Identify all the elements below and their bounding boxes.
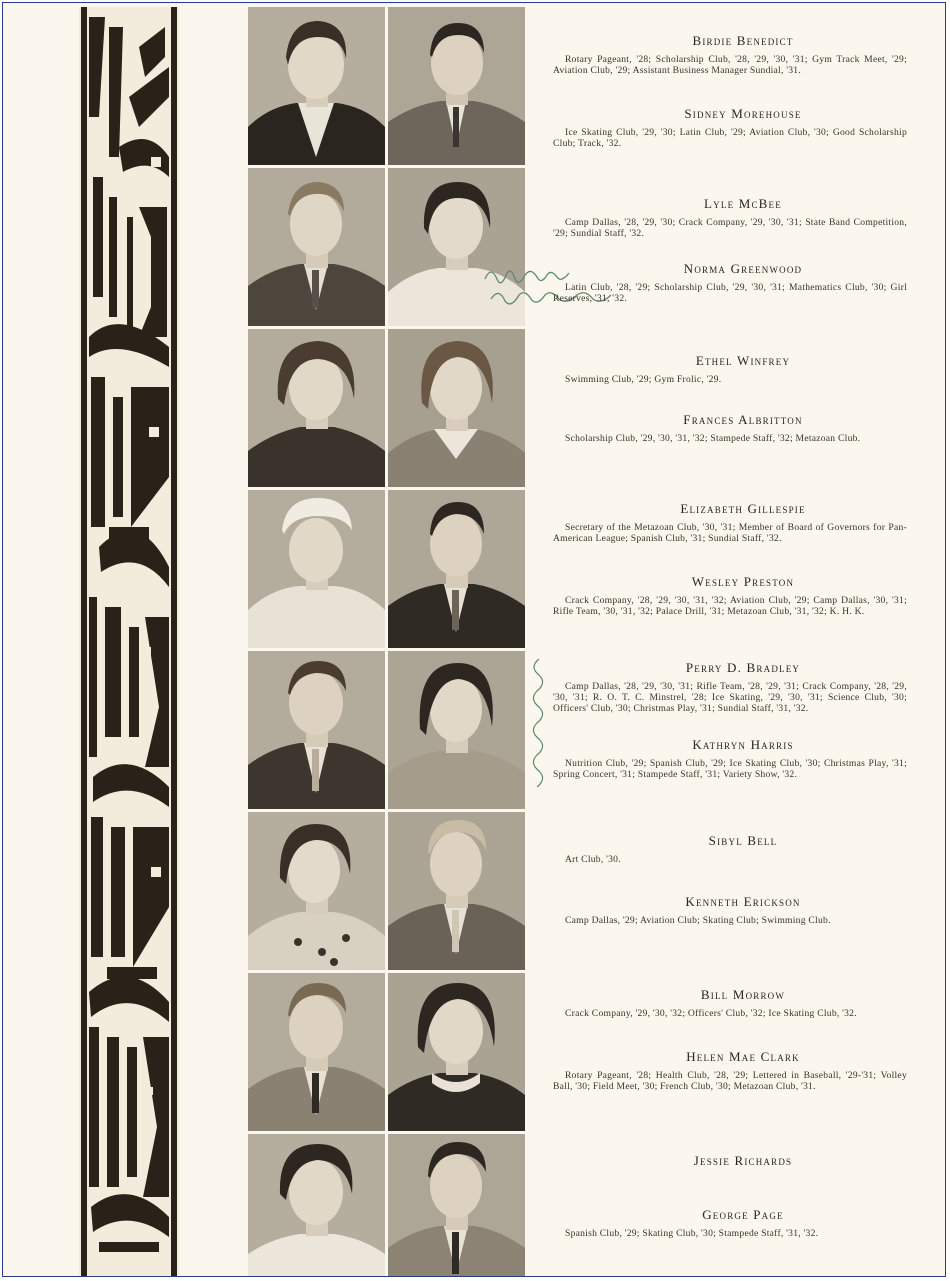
entry-activities: Camp Dallas, '28, '29, '30; Crack Company, '29, '30, '31; State Band Competition, '29; Sundial Staff, '32. [553,217,907,239]
entry-frances-albritton [553,412,907,445]
portrait-lyle-mcbee [248,168,385,326]
portrait-female-icon [388,651,525,809]
entry-ethel-winfrey [553,353,907,386]
portrait-sidney-morehouse [388,7,525,165]
entry-activities: Secretary of the Metazoan Club, '30, '31; Member of Board of Governors for Pan-American League; Spanish Club, '31; Sundial Staff, '32. [553,522,907,544]
entry-lyle-mcbee [553,196,907,240]
entry-name: Sidney Morehouse [684,106,802,121]
portrait-helen-mae-clark [388,973,525,1131]
portrait-female-icon [248,812,385,970]
portrait-female-icon [388,973,525,1131]
entry-name: Birdie Benedict [692,33,794,48]
portrait-female-icon [248,490,385,648]
entry-birdie-benedict [553,33,907,77]
art-deco-ornament-border [79,7,179,1277]
entry-activities: Nutrition Club, '29; Spanish Club, '29; Ice Skating Club, '30; Christmas Play, '31; Spring Concert, '31; Stampede Staff, '31; Variety Show, '32. [553,758,907,780]
portrait-george-page [388,1134,525,1277]
entry-activities: Crack Company, '29, '30, '32; Officers' Club, '32; Ice Skating Club, '32. [565,1008,857,1019]
entry-name: Sibyl Bell [708,833,778,848]
entry-elizabeth-gillespie [553,501,907,545]
portrait-norma-greenwood [388,168,525,326]
entry-activities: Latin Club, '28, '29; Scholarship Club, '29, '30, '31; Mathematics Club, '30; Girl Reserves, '31, '32. [553,282,907,304]
entry-name: George Page [702,1207,784,1222]
portrait-female-icon [388,168,525,326]
portrait-frances-albritton [388,329,525,487]
entry-bill-morrow [553,987,907,1020]
entry-name: Lyle McBee [704,196,782,211]
portrait-female-icon [248,329,385,487]
entry-name: Bill Morrow [700,987,786,1002]
entry-activities: Rotary Pageant, '28; Scholarship Club, '28, '29, '30, '31; Gym Track Meet, '29; Aviation Club, '29; Assistant Business Manager Sundial, '31. [553,54,907,76]
entry-activities: Art Club, '30. [565,854,621,865]
entry-wesley-preston [553,574,907,618]
portrait-male-icon [388,1134,525,1277]
entry-name: Perry D. Bradley [685,660,801,675]
portrait-jessie-richards [248,1134,385,1277]
entry-perry-bradley [553,660,907,714]
portrait-male-icon [248,651,385,809]
entry-sibyl-bell [553,833,907,866]
entry-name: Norma Greenwood [683,261,803,276]
portrait-birdie-benedict [248,7,385,165]
entry-sidney-morehouse [553,106,907,150]
entry-activities: Ice Skating Club, '29, '30; Latin Club, '29; Aviation Club, '30; Good Scholarship Club; Track, '32. [553,127,907,149]
entry-name: Wesley Preston [691,574,795,589]
entry-kenneth-erickson [553,894,907,927]
portrait-bill-morrow [248,973,385,1131]
entry-activities: Crack Company, '28, '29, '30, '31, '32; Aviation Club, '29; Camp Dallas, '30, '31; Rifle Team, '30, '31, '32; Palace Drill, '31; Metazoan Club, '31, '32; K. H. K. [553,595,907,617]
entry-activities: Scholarship Club, '29, '30, '31, '32; Stampede Staff, '32; Metazoan Club. [565,433,861,444]
entry-name: Kathryn Harris [692,737,794,752]
portrait-female-icon [388,329,525,487]
portrait-female-icon [248,7,385,165]
entry-norma-greenwood [553,261,907,305]
entry-name: Kenneth Erickson [685,894,801,909]
portrait-male-icon [248,168,385,326]
portrait-male-icon [388,812,525,970]
entry-george-page [553,1207,907,1240]
entry-activities: Camp Dallas, '28, '29, '30, '31; Rifle Team, '28, '29, '31; Crack Company, '28, '29, '30, '31; R. O. T. C. Minstrel, '28; Ice Skating, '29, '30, '31; Science Club, '30; Officers' Club, '30; Christmas Play, '31; Sundial Staff, '31, '32. [553,681,907,714]
entry-activities: Rotary Pageant, '28; Health Club, '28, '29; Lettered in Baseball, '29-'31; Volley Ball, '30; Field Meet, '30; French Club, '30; Metazoan Club, '31. [553,1070,907,1092]
entry-activities: Swimming Club, '29; Gym Frolic, '29. [565,374,722,385]
entry-name: Frances Albritton [683,412,803,427]
portrait-kenneth-erickson [388,812,525,970]
yearbook-page [2,2,946,1277]
portrait-wesley-preston [388,490,525,648]
entry-helen-mae-clark [553,1049,907,1093]
entry-activities: Spanish Club, '29; Skating Club, '30; Stampede Staff, '31, '32. [565,1228,819,1239]
portrait-perry-bradley [248,651,385,809]
entry-kathryn-harris [553,737,907,781]
portrait-elizabeth-gillespie [248,490,385,648]
entry-activities: Camp Dallas, '29; Aviation Club; Skating Club; Swimming Club. [565,915,831,926]
entry-name: Ethel Winfrey [695,353,791,368]
portrait-female-icon [248,1134,385,1277]
portrait-kathryn-harris [388,651,525,809]
portrait-male-icon [388,490,525,648]
entry-name: Elizabeth Gillespie [680,501,806,516]
portrait-male-icon [248,973,385,1131]
entry-name: Jessie Richards [693,1153,793,1168]
portrait-sibyl-bell [248,812,385,970]
portrait-male-icon [388,7,525,165]
portrait-grid [248,7,538,1277]
entry-name: Helen Mae Clark [686,1049,800,1064]
entry-jessie-richards [553,1153,907,1169]
portrait-ethel-winfrey [248,329,385,487]
